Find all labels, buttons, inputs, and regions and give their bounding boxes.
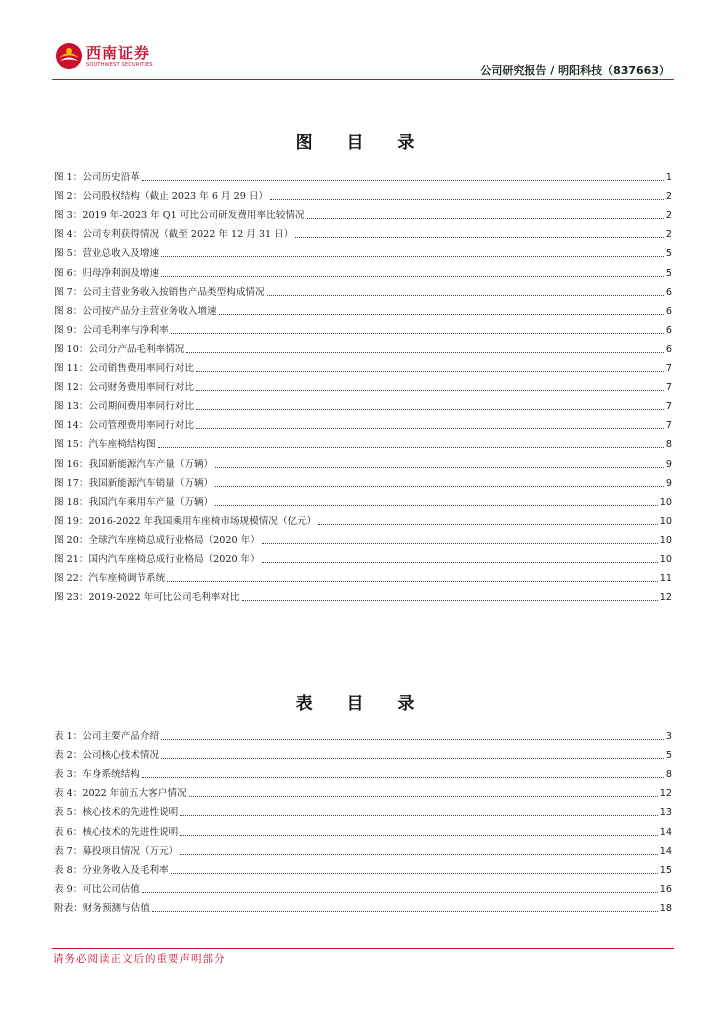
toc-entry-label: 图 14：公司管理费用率同行对比: [54, 420, 194, 432]
toc-leader-dots: [161, 276, 664, 277]
toc-entry[interactable]: [54, 819, 672, 838]
figure-index-list: [54, 165, 672, 604]
toc-entry-page: 6: [665, 343, 672, 355]
toc-entry-label: 图 9：公司毛利率与净利率: [54, 324, 169, 336]
toc-entry-page: 16: [659, 883, 672, 895]
toc-entry-label: 图 10：公司分产品毛利率情况: [54, 343, 185, 355]
toc-leader-dots: [295, 237, 664, 238]
toc-entry-page: 15: [659, 864, 672, 876]
toc-entry-page: 5: [665, 267, 672, 279]
toc-entry-label: 图 21：国内汽车座椅总成行业格局（2020 年）: [54, 553, 260, 565]
table-index-title: 表 目 录: [295, 694, 429, 714]
toc-entry[interactable]: [54, 394, 672, 413]
toc-entry-page: 10: [659, 515, 672, 527]
toc-entry-page: 7: [665, 363, 672, 375]
toc-entry[interactable]: [54, 222, 672, 241]
toc-entry-page: 7: [665, 382, 672, 394]
toc-leader-dots: [186, 352, 664, 353]
toc-entry-label: 图 6：归母净利润及增速: [54, 267, 160, 279]
toc-entry-page: 3: [665, 731, 672, 743]
toc-leader-dots: [215, 505, 658, 506]
toc-entry-label: 图 4：公司专利获得情况（截至 2022 年 12 月 31 日）: [54, 229, 294, 241]
toc-entry-page: 7: [665, 420, 672, 432]
toc-leader-dots: [161, 256, 664, 257]
toc-entry-page: 9: [665, 477, 672, 489]
toc-entry-label: 图 15：汽车座椅结构图: [54, 439, 156, 451]
company-logo: [55, 42, 165, 74]
toc-leader-dots: [171, 873, 658, 874]
toc-leader-dots: [215, 467, 664, 468]
logo-chinese-name: 西南证券: [86, 44, 151, 62]
toc-entry[interactable]: [54, 800, 672, 819]
toc-entry-label: 附表：财务预测与估值: [54, 902, 150, 914]
toc-entry-label: 图 11：公司销售费用率同行对比: [54, 363, 194, 375]
toc-entry-page: 2: [665, 210, 672, 222]
toc-entry-page: 1: [665, 172, 672, 184]
toc-entry-page: 11: [659, 573, 672, 585]
toc-leader-dots: [267, 295, 664, 296]
toc-entry-page: 5: [665, 248, 672, 260]
toc-entry[interactable]: [54, 375, 672, 394]
toc-entry[interactable]: [54, 743, 672, 762]
toc-entry-page: 2: [665, 229, 672, 241]
toc-entry[interactable]: [54, 585, 672, 604]
toc-entry-label: 图 20：全球汽车座椅总成行业格局（2020 年）: [54, 534, 260, 546]
toc-entry-page: 8: [665, 439, 672, 451]
toc-entry-label: 表 3：车身系统结构: [54, 769, 140, 781]
toc-entry[interactable]: [54, 566, 672, 585]
toc-entry-page: 10: [659, 534, 672, 546]
toc-entry[interactable]: [54, 490, 672, 509]
toc-entry[interactable]: [54, 839, 672, 858]
toc-entry-page: 9: [665, 458, 672, 470]
toc-leader-dots: [167, 581, 658, 582]
page-header: [0, 0, 724, 84]
logo-emblem-icon: [55, 42, 83, 70]
toc-leader-dots: [142, 180, 664, 181]
toc-entry-page: 14: [659, 826, 672, 838]
toc-leader-dots: [158, 447, 664, 448]
report-title: 公司研究报告 / 明阳科技（837663）: [480, 64, 670, 77]
toc-entry-label: 图 2：公司股权结构（截止 2023 年 6 月 29 日）: [54, 191, 269, 203]
toc-entry-page: 10: [659, 553, 672, 565]
toc-entry-label: 表 1：公司主要产品介绍: [54, 731, 160, 743]
toc-entry-label: 表 4：2022 年前五大客户情况: [54, 788, 187, 800]
toc-entry[interactable]: [54, 260, 672, 279]
toc-entry[interactable]: [54, 413, 672, 432]
toc-leader-dots: [142, 777, 664, 778]
toc-entry-page: 5: [665, 750, 672, 762]
toc-leader-dots: [262, 562, 658, 563]
toc-entry[interactable]: [54, 432, 672, 451]
toc-entry[interactable]: [54, 241, 672, 260]
toc-entry-page: 7: [665, 401, 672, 413]
toc-entry[interactable]: [54, 724, 672, 743]
toc-entry[interactable]: [54, 318, 672, 337]
toc-entry-page: 18: [659, 902, 672, 914]
toc-leader-dots: [171, 333, 664, 334]
toc-entry[interactable]: [54, 184, 672, 203]
toc-entry-label: 表 7：募投项目情况（万元）: [54, 845, 179, 857]
toc-leader-dots: [307, 218, 664, 219]
toc-entry[interactable]: [54, 471, 672, 490]
toc-leader-dots: [180, 854, 658, 855]
toc-entry-label: 图 5：营业总收入及增速: [54, 248, 160, 260]
footer-divider: [52, 948, 674, 949]
toc-entry-label: 图 23：2019-2022 年可比公司毛利率对比: [54, 592, 240, 604]
toc-leader-dots: [196, 371, 664, 372]
toc-entry-page: 12: [659, 788, 672, 800]
toc-entry[interactable]: [54, 762, 672, 781]
toc-entry[interactable]: [54, 356, 672, 375]
toc-leader-dots: [189, 796, 658, 797]
toc-entry-label: 图 12：公司财务费用率同行对比: [54, 382, 194, 394]
toc-entry[interactable]: [54, 877, 672, 896]
toc-leader-dots: [180, 835, 658, 836]
toc-entry-label: 表 9：可比公司估值: [54, 883, 140, 895]
toc-entry[interactable]: [54, 203, 672, 222]
toc-entry-label: 图 1：公司历史沿革: [54, 172, 140, 184]
toc-leader-dots: [180, 815, 658, 816]
toc-entry-label: 表 2：公司核心技术情况: [54, 750, 160, 762]
toc-entry-page: 14: [659, 845, 672, 857]
toc-entry-page: 13: [659, 807, 672, 819]
toc-leader-dots: [262, 543, 658, 544]
toc-entry[interactable]: [54, 858, 672, 877]
toc-entry-page: 6: [665, 286, 672, 298]
toc-entry[interactable]: [54, 165, 672, 184]
toc-entry[interactable]: [54, 896, 672, 915]
toc-entry-page: 2: [665, 191, 672, 203]
toc-leader-dots: [152, 911, 658, 912]
toc-entry[interactable]: [54, 299, 672, 318]
toc-leader-dots: [219, 314, 664, 315]
toc-leader-dots: [196, 390, 664, 391]
toc-leader-dots: [161, 739, 664, 740]
toc-leader-dots: [318, 524, 658, 525]
toc-leader-dots: [242, 600, 658, 601]
toc-entry[interactable]: [54, 781, 672, 800]
toc-entry-page: 12: [659, 592, 672, 604]
toc-entry[interactable]: [54, 547, 672, 566]
toc-entry-label: 表 6：核心技术的先进性说明: [54, 826, 179, 838]
toc-entry-label: 图 7：公司主营业务收入按销售产品类型构成情况: [54, 286, 265, 298]
logo-english-name: SOUTHWEST SECURITIES: [86, 62, 153, 68]
toc-leader-dots: [270, 199, 664, 200]
toc-entry-label: 图 16：我国新能源汽车产量（万辆）: [54, 458, 214, 470]
toc-leader-dots: [161, 758, 664, 759]
toc-leader-dots: [215, 486, 664, 487]
toc-entry-label: 图 17：我国新能源汽车销量（万辆）: [54, 477, 214, 489]
toc-entry-page: 6: [665, 305, 672, 317]
toc-entry-label: 图 8：公司按产品分主营业务收入增速: [54, 305, 217, 317]
toc-leader-dots: [196, 409, 664, 410]
toc-entry[interactable]: [54, 451, 672, 470]
toc-entry-label: 图 22：汽车座椅调节系统: [54, 573, 166, 585]
toc-entry-page: 10: [659, 496, 672, 508]
toc-entry-label: 图 19：2016-2022 年我国乘用车座椅市场规模情况（亿元）: [54, 515, 317, 527]
toc-entry-page: 8: [665, 769, 672, 781]
toc-entry-label: 表 8：分业务收入及毛利率: [54, 864, 169, 876]
toc-leader-dots: [196, 428, 664, 429]
toc-entry[interactable]: [54, 337, 672, 356]
toc-entry-label: 图 13：公司期间费用率同行对比: [54, 401, 194, 413]
toc-entry-label: 表 5：核心技术的先进性说明: [54, 807, 179, 819]
toc-entry[interactable]: [54, 280, 672, 299]
toc-entry[interactable]: [54, 528, 672, 547]
footer-notice: 请务必阅读正文后的重要声明部分: [53, 953, 226, 965]
toc-leader-dots: [142, 892, 658, 893]
figure-index-title: 图 目 录: [295, 133, 429, 153]
table-index-list: [54, 724, 672, 915]
header-divider: [52, 79, 674, 80]
toc-entry[interactable]: [54, 509, 672, 528]
toc-entry-label: 图 3：2019 年-2023 年 Q1 可比公司研发费用率比较情况: [54, 210, 305, 222]
toc-entry-label: 图 18：我国汽车乘用车产量（万辆）: [54, 496, 214, 508]
toc-entry-page: 6: [665, 324, 672, 336]
